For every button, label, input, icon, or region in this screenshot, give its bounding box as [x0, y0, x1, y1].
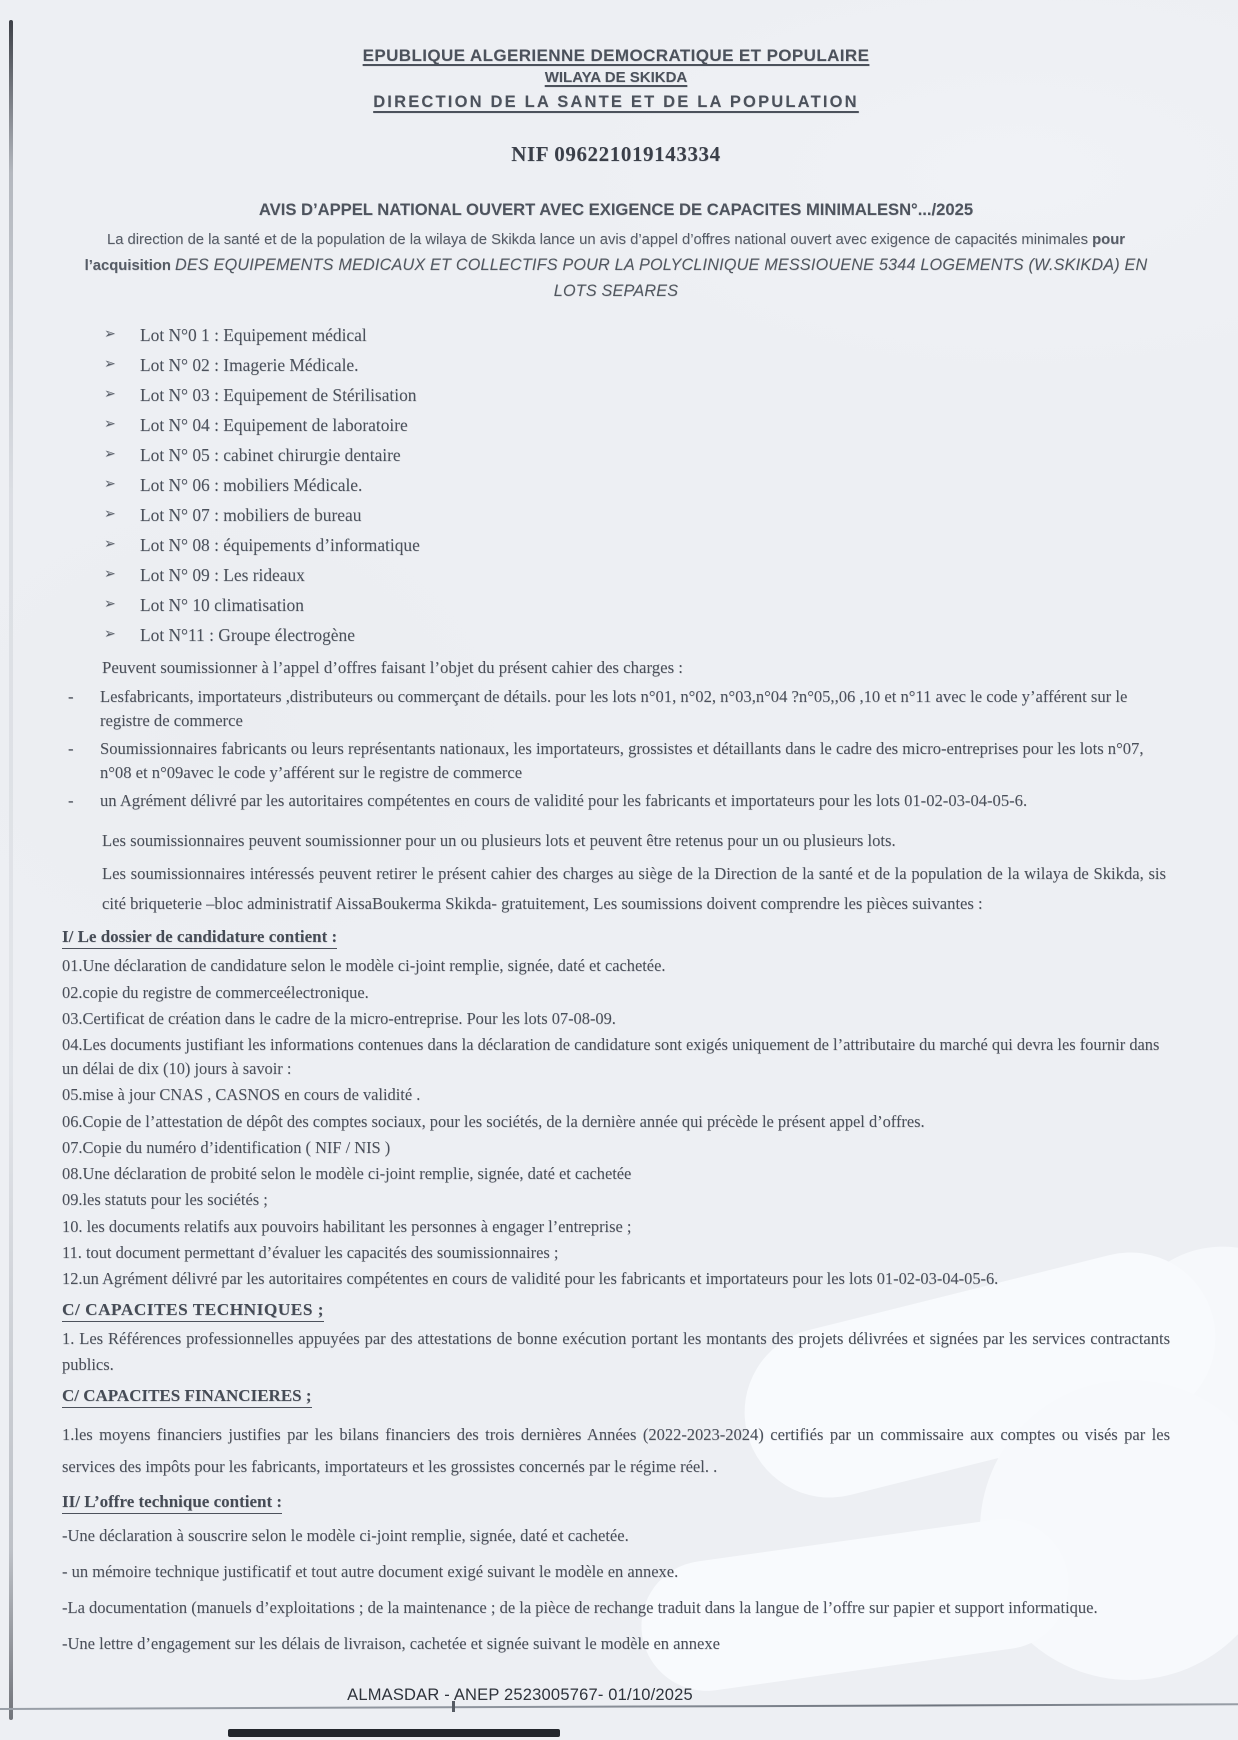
offre-item: -Une lettre d’engagement sur les délais de livraison, cachetée et signée suivant le modèle en annexe — [62, 1633, 720, 1653]
dossier-item: 06.Copie de l’attestation de dépôt des comptes sociaux, pour les sociétés, de la dernière année qui précède le présent appel d’offres. — [62, 1111, 925, 1131]
dossier-item: 03.Certificat de création dans le cadre de la micro-entreprise. Pour les lots 07-08-09. — [62, 1008, 616, 1028]
dossier-item: 12.un Agrément délivré par les autoritaires compétentes en cours de validité pour les fabricants et importateurs pour les lots 01-02-03-04-05-6. — [62, 1269, 999, 1289]
lot-item — [104, 410, 1170, 440]
capacites-financieres-paragraph: 1.les moyens financiers justifies par les bilans financiers des trois dernières Années (2022-2023-2024) certifiés par un commissaire aux comptes ou visés par les services des impôts pour les fabricants, importateurs et les grossistes concernés par le régime réel. . — [62, 1425, 1170, 1477]
dossier-item: 01.Une déclaration de candidature selon le modèle ci-joint remplie, signée, daté et cachetée. — [62, 956, 666, 976]
bottom-page-edge — [228, 1729, 560, 1737]
lot-item — [104, 530, 1170, 560]
dossier-item: 07.Copie du numéro d’identification ( NIF / NIS ) — [62, 1137, 391, 1157]
lot-item — [104, 590, 1170, 620]
eligibility-text: un Agrément délivré par les autoritaires compétentes en cours de validité pour les fabricants et importateurs pour les lots 01-02-03-04-05-6. — [100, 790, 1028, 810]
offre-item: -La documentation (manuels d’exploitations ; de la maintenance ; de la pièce de rechange traduit dans la langue de l’offre sur papier et support informatique. — [62, 1597, 1098, 1617]
lot-text: Lot N° 06 : mobiliers Médicale. — [140, 474, 363, 495]
dossier-item: 09.les statuts pour les sociétés ; — [62, 1190, 268, 1210]
lot-text: Lot N° 05 : cabinet chirurgie dentaire — [140, 444, 401, 465]
eligibility-intro: Peuvent soumissionner à l’appel d’offres faisant l’objet du présent cahier des charges : — [102, 657, 683, 677]
arrow-bullet-icon: ➢ — [104, 416, 116, 432]
lot-item — [104, 380, 1170, 410]
intro-paragraph — [78, 229, 1154, 305]
arrow-bullet-icon: ➢ — [104, 386, 116, 402]
notice-title: AVIS D’APPEL NATIONAL OUVERT AVEC EXIGENCE DE CAPACITES MINIMALESN°.../2025 — [258, 200, 974, 219]
dash-bullet-icon: - — [68, 738, 74, 758]
lot-item — [104, 500, 1170, 530]
arrow-bullet-icon: ➢ — [104, 596, 116, 612]
document-body — [62, 46, 1170, 1666]
lot-item — [104, 620, 1170, 650]
lot-text: Lot N° 02 : Imagerie Médicale. — [140, 354, 359, 375]
offre-technique-heading — [62, 1492, 1170, 1514]
offre-item: - un mémoire technique justificatif et tout autre document exigé suivant le modèle en annexe. — [62, 1562, 679, 1582]
lot-item — [104, 440, 1170, 470]
dossier-heading-text: I/ Le dossier de candidature contient : — [62, 927, 337, 949]
republic-line: EPUBLIQUE ALGERIENNE DEMOCRATIQUE ET POPULAIRE — [362, 46, 870, 65]
dossier-heading — [62, 927, 1170, 949]
multi-lots-paragraph: Les soumissionnaires peuvent soumissionner pour un ou plusieurs lots et peuvent être retenus pour un ou plusieurs lots. — [102, 830, 896, 850]
lot-text: Lot N° 09 : Les rideaux — [140, 564, 305, 585]
offre-technique-list — [62, 1523, 1170, 1657]
retrait-paragraph: Les soumissionnaires intéressés peuvent retirer le présent cahier des charges au siège de la Direction de la santé et de la population de la wilaya de Skikda, sis cité briqueterie –bloc administratif AissaBoukerma Skikda- gratuitement, Les soumissions doivent comprendre les pièces suivantes : — [102, 864, 1166, 913]
dossier-item: 02.copie du registre de commerceélectronique. — [62, 982, 369, 1002]
eligibility-item — [62, 737, 1170, 785]
lot-item — [104, 320, 1170, 350]
arrow-bullet-icon: ➢ — [104, 356, 116, 372]
capacites-techniques-paragraph: 1. Les Références professionnelles appuyées par des attestations de bonne exécution portant les montants des projets délivrées et signées par les services contractants publics. — [62, 1329, 1170, 1374]
eligibility-text: Lesfabricants, importateurs ,distributeurs ou commerçant de détails. pour les lots n°01, n°02, n°03,n°04 ?n°05,,06 ,10 et n°11 avec le code y’afférent sur le registre de commerce — [100, 686, 1128, 730]
direction-line: DIRECTION DE LA SANTE ET DE LA POPULATION — [373, 93, 859, 111]
dossier-item: 11. tout document permettant d’évaluer les capacités des soumissionnaires ; — [62, 1242, 559, 1262]
lot-item — [104, 350, 1170, 380]
capacites-techniques-heading-text: C/ CAPACITES TECHNIQUES ; — [62, 1300, 324, 1322]
offre-technique-heading-text: II/ L’offre technique contient : — [62, 1492, 282, 1514]
lot-list — [104, 320, 1170, 650]
lot-text: Lot N° 08 : équipements d’informatique — [140, 534, 420, 555]
dossier-item: 08.Une déclaration de probité selon le modèle ci-joint remplie, signée, daté et cachetée — [62, 1164, 632, 1184]
eligibility-list — [62, 685, 1170, 813]
arrow-bullet-icon: ➢ — [104, 536, 116, 552]
arrow-bullet-icon: ➢ — [104, 476, 116, 492]
left-scan-edge — [9, 20, 13, 1720]
arrow-bullet-icon: ➢ — [104, 506, 116, 522]
arrow-bullet-icon: ➢ — [104, 566, 116, 582]
dossier-list — [62, 954, 1170, 1291]
arrow-bullet-icon: ➢ — [104, 326, 116, 342]
dossier-item: 10. les documents relatifs aux pouvoirs habilitant les personnes à engager l’entreprise ; — [62, 1216, 632, 1236]
dossier-item: 04.Les documents justifiant les informations contenues dans la déclaration de candidature sont exigés uniquement de l’attributaire du marché qui devra les fournir dans un délai de dix (10) jours à savoir : — [62, 1035, 1160, 1078]
lot-text: Lot N°0 1 : Equipement médical — [140, 324, 367, 345]
eligibility-item — [62, 685, 1170, 733]
offre-item: -Une déclaration à souscrire selon le modèle ci-joint remplie, signée, daté et cachetée. — [62, 1526, 629, 1546]
lot-text: Lot N° 04 : Equipement de laboratoire — [140, 414, 408, 435]
intro-acquisition-text: pour l’acquisition — [84, 232, 1126, 274]
intro-text: La direction de la santé et de la population de la wilaya de Skikda lance un avis d’appel d’offres national ouvert avec exigence de capacités minimales — [106, 232, 1093, 248]
lot-item — [104, 560, 1170, 590]
arrow-bullet-icon: ➢ — [104, 626, 116, 642]
lot-item — [104, 470, 1170, 500]
letterhead — [62, 46, 1170, 112]
capacites-techniques-heading — [62, 1300, 1170, 1322]
lot-text: Lot N° 03 : Equipement de Stérilisation — [140, 384, 417, 405]
dash-bullet-icon: - — [68, 686, 74, 706]
eligibility-item — [62, 789, 1170, 813]
lot-text: Lot N° 10 climatisation — [140, 594, 304, 615]
eligibility-text: Soumissionnaires fabricants ou leurs représentants nationaux, les importateurs, grossistes et détaillants dans le cadre des micro-entreprises pour les lots n°07, n°08 et n°09avec le code y’afférent sur le registre de commerce — [100, 738, 1144, 782]
dossier-item: 05.mise à jour CNAS , CASNOS en cours de validité . — [62, 1085, 421, 1105]
capacites-financieres-heading-text: C/ CAPACITES FINANCIERES ; — [62, 1386, 312, 1408]
arrow-bullet-icon: ➢ — [104, 446, 116, 462]
intro-object-italic: DES EQUIPEMENTS MEDICAUX ET COLLECTIFS POUR LA POLYCLINIQUE MESSIOUENE 5344 LOGEMENTS (W.SKIKDA) EN LOTS SEPARES — [175, 255, 1148, 300]
dash-bullet-icon: - — [68, 790, 74, 810]
wilaya-line: WILAYA DE SKIKDA — [544, 69, 688, 86]
lot-text: Lot N° 07 : mobiliers de bureau — [140, 504, 362, 525]
anep-footer: ALMASDAR - ANEP 2523005767- 01/10/2025 — [347, 1685, 693, 1704]
lot-text: Lot N°11 : Groupe électrogène — [140, 624, 355, 645]
capacites-financieres-heading — [62, 1386, 1170, 1408]
nif-number: NIF 096221019143334 — [511, 142, 721, 166]
